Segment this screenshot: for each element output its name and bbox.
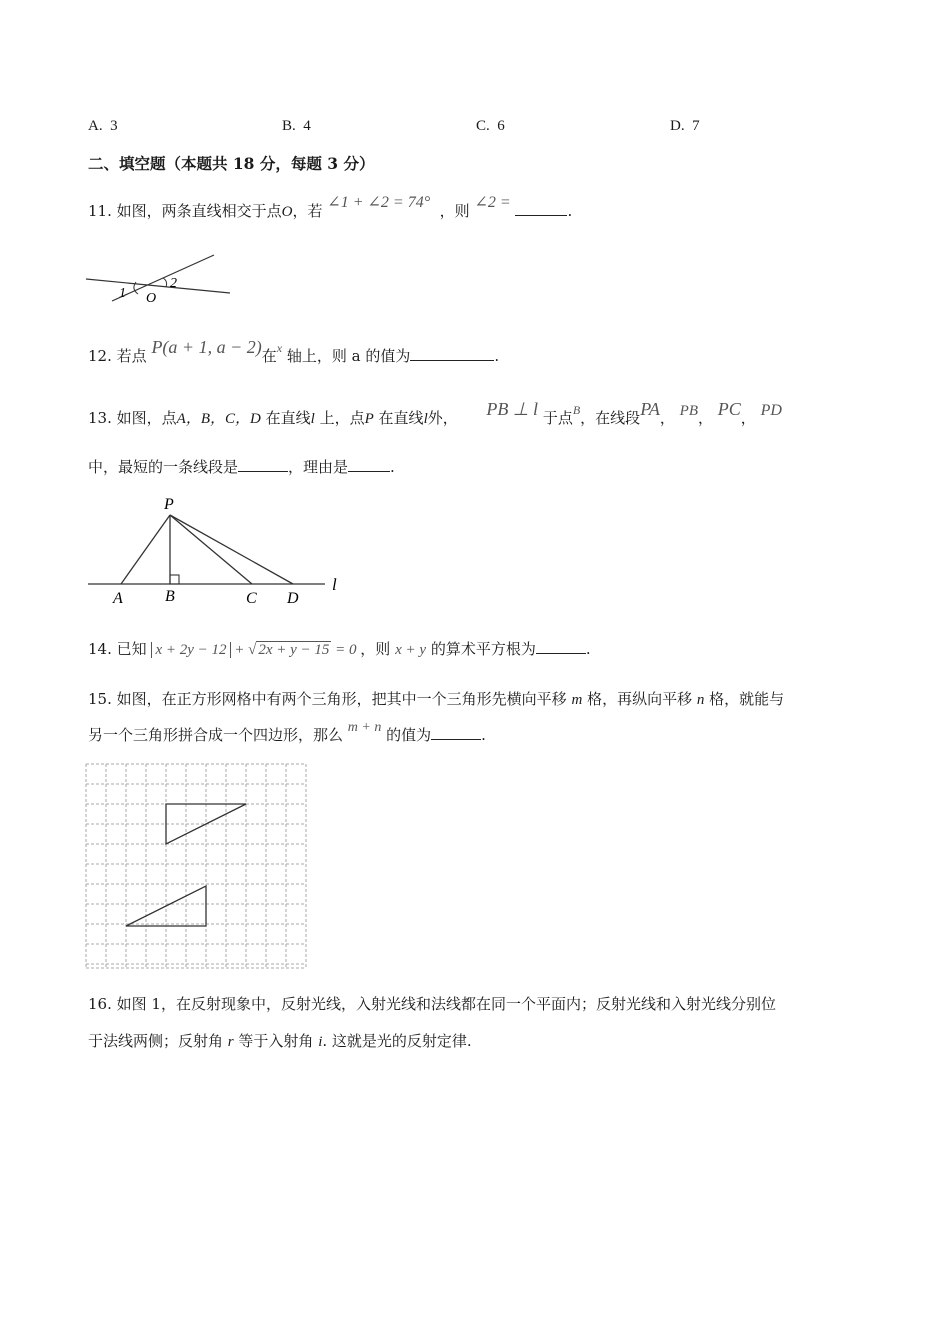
fig11-label-2: 2 [170, 276, 177, 291]
question-13: 13. 如图，点A，B，C，D 在直线l 上，点P 在直线l外， PB ⊥ l 于点$^B$，在线段PA， PB， PC， PD [88, 399, 782, 427]
question-16: 16. 如图 1，在反射现象中，反射光线，入射光线和法线都在同一个平面内；反射光线和入射光线分别位 [88, 995, 776, 1013]
question-13-line2: 中，最短的一条线段是 ，理由是 . [88, 458, 395, 476]
fig13-label-c: C [246, 590, 257, 607]
section-title: 二、填空题（本题共 18 分，每题 3 分） [88, 154, 375, 173]
question-15: 15. 如图，在正方形网格中有两个三角形，把其中一个三角形先横向平移 m 格，再纵向平移 n 格，就能与 [88, 690, 785, 708]
fig13-label-l: l [332, 575, 337, 594]
option-c: C. 6 [476, 118, 505, 134]
option-b: B. 4 [282, 118, 311, 134]
q14-equation: x + 2y − 12 + √ 2x + y − 15 = 0 [151, 641, 360, 658]
q12-point: P(a + 1, a − 2) [151, 337, 262, 357]
fig11-label-o: O [146, 291, 157, 306]
question-16-line2: 于法线两侧；反射角 r 等于入射角 i. 这就是光的反射定律. [88, 1032, 472, 1050]
question-15-line2: 另一个三角形拼合成一个四边形，那么 m + n 的值为 . [88, 720, 486, 744]
question-11: 11. 如图，两条直线相交于点O，若 ∠1 + ∠2 = 74° ，则 ∠2 = . [88, 194, 573, 220]
q11-angle2: ∠2 = [474, 194, 511, 211]
fig13-label-b: B [165, 588, 175, 605]
option-a: A. 3 [88, 118, 118, 134]
option-d: D. 7 [670, 118, 700, 134]
question-12: 12. 若点 P(a + 1, a − 2)在$^x$ 轴上，则 a 的值为 . [88, 337, 500, 365]
fig13-label-p: P [164, 496, 174, 513]
q13-perp: PB ⊥ l [486, 399, 539, 419]
fig11-label-1: 1 [119, 286, 126, 301]
q11-angle-sum: ∠1 + ∠2 = 74° [327, 194, 431, 211]
question-14: 14. 已知 x + 2y − 12 + √ 2x + y − 15 = 0 ，则 x + y 的算术平方根为 . [88, 640, 591, 658]
fig13-label-d: D [287, 590, 299, 607]
fig13-label-a: A [113, 590, 123, 607]
